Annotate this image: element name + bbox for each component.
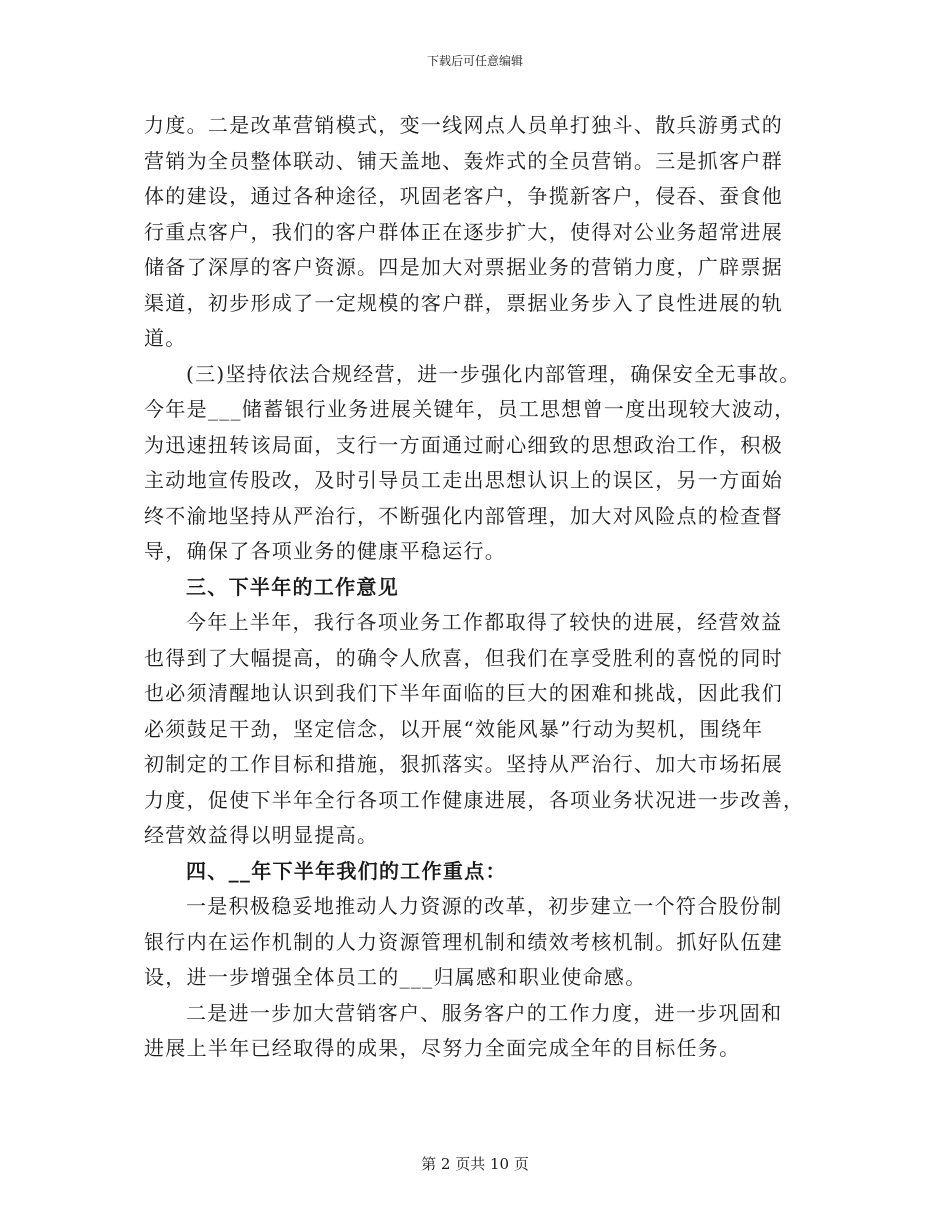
text-line: 一是积极稳妥地推动人力资源的改革，初步建立一个符合股份制 [186, 894, 783, 918]
text-line: 也必须清醒地认识到我们下半年面临的巨大的困难和挑战，因此我们 [144, 681, 783, 705]
text-line: 导，确保了各项业务的健康平稳运行。 [144, 539, 507, 563]
text-line: 体的建设，通过各种途径，巩固老客户，争揽新客户，侵吞、蚕食他 [144, 184, 783, 208]
text-line: 今年是___储蓄银行业务进展关键年，员工思想曾一度出现较大波动， [144, 397, 796, 421]
page-footer: 第 2 页共 10 页 [421, 1155, 529, 1173]
text-line: 主动地宣传股改，及时引导员工走出思想认识上的误区，另一方面始 [144, 468, 783, 492]
text-line: 初制定的工作目标和措施，狠抓落实。坚持从严治行、加大市场拓展 [144, 752, 783, 776]
text-line: 进展上半年已经取得的成果，尽努力全面完成全年的目标任务。 [144, 1036, 741, 1060]
text-line: 渠道，初步形成了一定规模的客户群，票据业务步入了良性进展的轨 [144, 290, 783, 315]
text-line: 力度，促使下半年全行各项工作健康进展，各项业务状况进一步改善， [144, 787, 805, 812]
text-line: 今年上半年，我行各项业务工作都取得了较快的进展，经营效益 [186, 610, 783, 634]
page-header: 下载后可任意编辑 [426, 54, 523, 68]
text-line: 道。 [144, 326, 187, 350]
text-line: 为迅速扭转该局面，支行一方面通过耐心细致的思想政治工作，积极 [144, 432, 783, 457]
text-line: 经营效益得以明显提高。 [144, 823, 379, 847]
text-line: 力度。二是改革营销模式，变一线网点人员单打独斗、散兵游勇式的 [144, 113, 783, 137]
text-line: 设，进一步增强全体员工的___归属感和职业使命感。 [144, 965, 647, 989]
text-line: 必须鼓足干劲，坚定信念，以开展“效能风暴”行动为契机，围绕年 [144, 716, 764, 741]
text-line: 银行内在运作机制的人力资源管理机制和绩效考核机制。抓好队伍建 [144, 929, 783, 954]
text-line: 也得到了大幅提高，的确令人欣喜，但我们在享受胜利的喜悦的同时 [144, 645, 783, 670]
text-line: 二是进一步加大营销客户、服务客户的工作力度，进一步巩固和 [186, 1000, 783, 1025]
document-body [144, 108, 804, 1067]
text-line: (三)坚持依法合规经营，进一步强化内部管理，确保安全无事故。 [186, 361, 801, 386]
section-heading: 三、下半年的工作意见 [186, 574, 399, 599]
text-line: 营销为全员整体联动、铺天盖地、轰炸式的全员营销。三是抓客户群 [144, 148, 783, 173]
text-line: 行重点客户，我们的客户群体正在逐步扩大，使得对公业务超常进展 [144, 219, 783, 244]
text-line: 终不渝地坚持从严治行，不断强化内部管理，加大对风险点的检查督 [144, 503, 783, 528]
text-line: 储备了深厚的客户资源。四是加大对票据业务的营销力度，广辟票据 [144, 255, 783, 279]
section-heading: 四、__年下半年我们的工作重点： [186, 858, 507, 883]
